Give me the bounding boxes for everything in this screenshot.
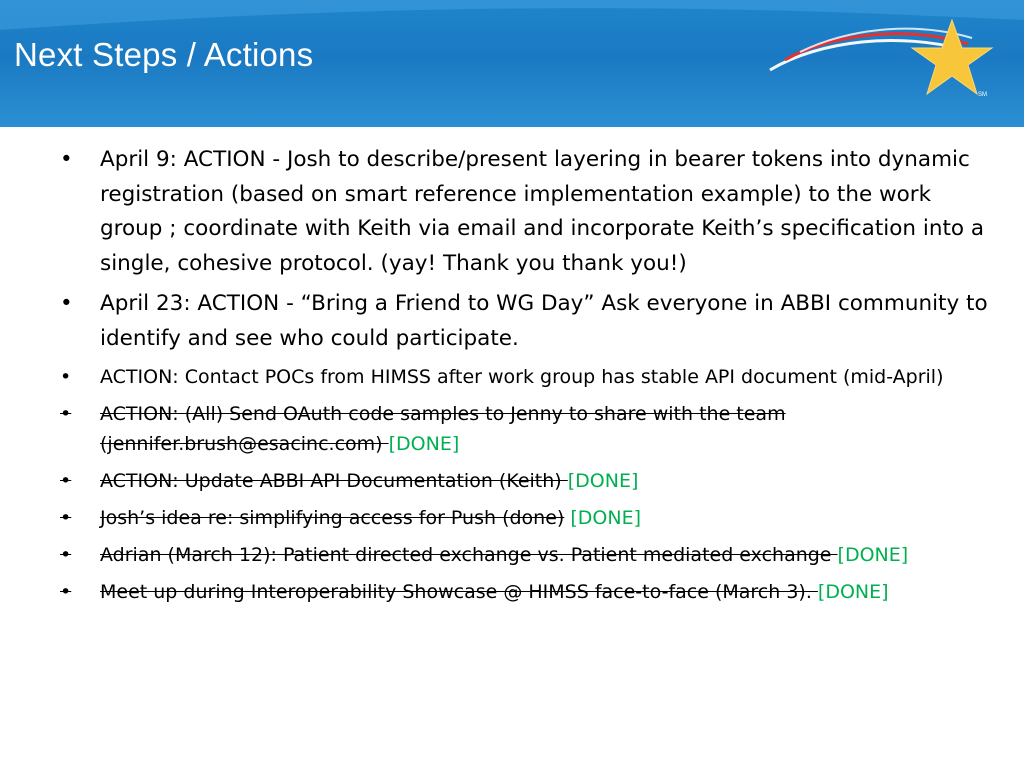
bullet-list [60, 143, 990, 614]
list-item [60, 362, 990, 392]
item-text: Meet up during Interoperability Showcase @ HIMSS face-to-face (March 3). [100, 581, 818, 603]
status-done: [DONE] [564, 507, 641, 529]
bullet-icon: • [60, 366, 72, 388]
item-text: Josh’s idea re: simplifying access for Push (done) [100, 507, 565, 529]
star-icon [912, 20, 992, 94]
bullet-icon: • [60, 291, 73, 316]
bullet-icon: • [60, 544, 72, 566]
list-item-done [60, 503, 990, 533]
slide-title: Next Steps / Actions [14, 36, 314, 73]
status-done: [DONE] [388, 433, 460, 455]
item-text: Adrian (March 12): Patient directed exchange vs. Patient mediated exchange [100, 544, 838, 566]
item-text: ACTION: Update ABBI API Documentation (Keith) [100, 470, 568, 492]
bullet-icon: • [60, 470, 72, 492]
item-text: ACTION: (All) Send OAuth code samples to Jenny to share with the team (jennifer.brush@esacinc.com) [100, 403, 786, 455]
item-text: April 9: ACTION - Josh to describe/present layering in bearer tokens into dynamic registration (based on smart reference implementation example) to the work group ; coordinate with Keith via email and incorporate Keith’s specification into a single, cohesive protocol. (yay! Thank you thank you!) [100, 147, 985, 276]
list-item-done [60, 540, 990, 570]
list-item-done [60, 399, 990, 459]
title-banner [0, 0, 1024, 127]
bullet-icon: • [60, 403, 72, 425]
list-item-done [60, 577, 990, 607]
logo-mark: SM [978, 92, 987, 98]
status-done: [DONE] [567, 470, 639, 492]
item-text: ACTION: Contact POCs from HIMSS after work group has stable API document (mid-April) [100, 366, 944, 388]
bullet-icon: • [60, 581, 72, 603]
bullet-icon: • [60, 147, 73, 172]
bullet-icon: • [60, 507, 72, 529]
status-done: [DONE] [817, 581, 889, 603]
status-done: [DONE] [837, 544, 909, 566]
list-item-done [60, 466, 990, 496]
list-item [60, 287, 990, 356]
list-item [60, 143, 990, 281]
item-text: April 23: ACTION - “Bring a Friend to WG Day” Ask everyone in ABBI community to identify and see who could participate. [100, 291, 988, 351]
